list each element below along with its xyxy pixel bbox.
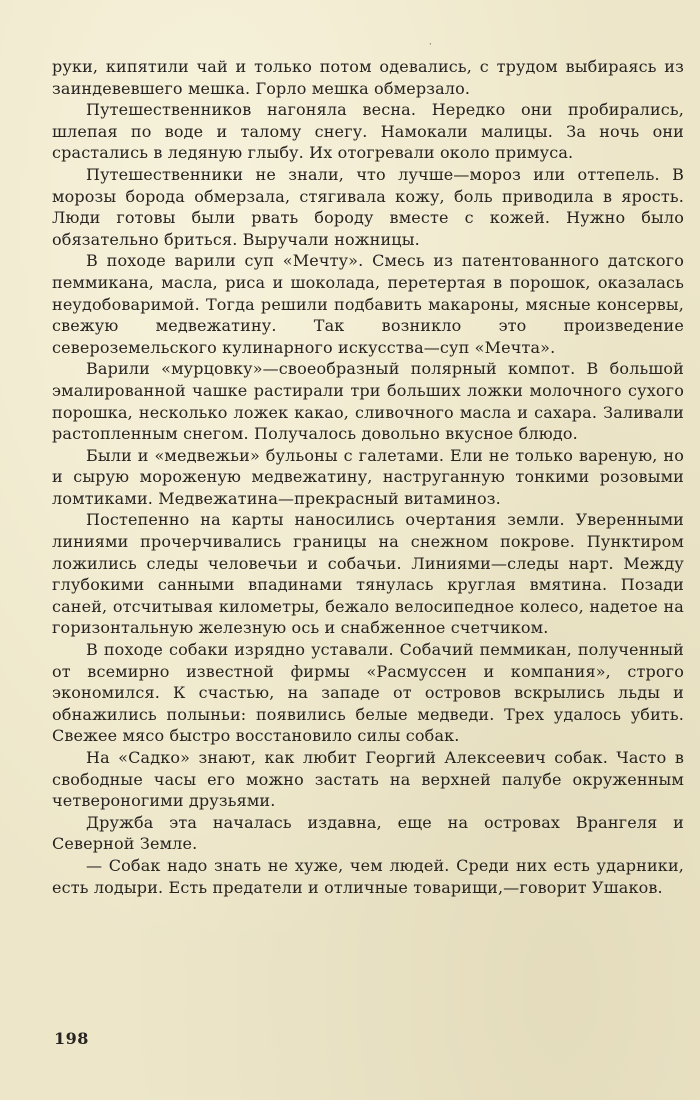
paragraph-3: Путешественники не знали, что лучше—мороз или оттепель. В морозы борода обмерзала, стягивала кожу, боль приводила в ярость. Люди готовы были рвать бороду вместе с кожей. Нужно было обязательно бриться. Выручали ножницы. — [52, 164, 684, 249]
text-column — [52, 56, 684, 898]
print-mark: ᾿ — [428, 44, 433, 54]
paragraph-11: — Собак надо знать не хуже, чем людей. Среди них есть ударники, есть лодыри. Есть предатели и отличные товарищи,—говорит Ушаков. — [52, 855, 684, 897]
paragraph-7: Постепенно на карты наносились очертания земли. Уверенными линиями прочерчивались границы на снежном покрове. Пунктиром ложились следы человечьи и собачьи. Линиями—следы нарт. Между глубокими санными впадинами тянулась круглая вмятина. Позади саней, отсчитывая километры, бежало велосипедное колесо, надетое на горизонтальную железную ось и снабженное счетчиком. — [52, 510, 684, 638]
paragraph-8: В походе собаки изрядно уставали. Собачий пеммикан, полученный от всемирно известной фирмы «Расмуссен и компания», строго экономился. К счастью, на западе от островов вскрылись льды и обнажились полыньи: появились белые медведи. Трех удалось убить. Свежее мясо быстро восстановило силы собак. — [52, 640, 684, 746]
paragraph-6: Были и «медвежьи» бульоны с галетами. Ели не только вареную, но и сырую мороженую медвежатину, наструганную тонкими розовыми ломтиками. Медвежатина—прекрасный витаминоз. — [52, 445, 684, 508]
paragraph-4: В походе варили суп «Мечту». Смесь из патентованного датского пеммикана, масла, риса и шоколада, перетертая в порошок, оказалась неудобоваримой. Тогда решили подбавить макароны, мясные консервы, свежую медвежатину. Так возникло это произведение североземельского кулинарного искусства—суп «Мечта». — [52, 251, 684, 357]
paragraph-9: На «Садко» знают, как любит Георгий Алексеевич собак. Часто в свободные часы его можно застать на верхней палубе окруженным четвероногими друзьями. — [52, 748, 684, 811]
page-number: 198 — [54, 1029, 89, 1048]
paragraph-1: руки, кипятили чай и только потом одевались, с трудом выбираясь из заиндевевшего мешка. Горло мешка обмерзало. — [52, 57, 684, 98]
paragraph-5: Варили «мурцовку»—своеобразный полярный компот. В большой эмалированной чашке растирали три больших ложки молочного сухого порошка, несколько ложек какао, сливочного масла и сахара. Заливали растопленным снегом. Получалось довольно вкусное блюдо. — [52, 359, 684, 444]
paragraph-2: Путешественников нагоняла весна. Нередко они пробирались, шлепая по воде и талому снегу. Намокали малицы. За ночь они срастались в ледяную глыбу. Их отогревали около примуса. — [52, 100, 684, 163]
paragraph-10: Дружба эта началась издавна, еще на островах Врангеля и Северной Земле. — [52, 812, 684, 854]
